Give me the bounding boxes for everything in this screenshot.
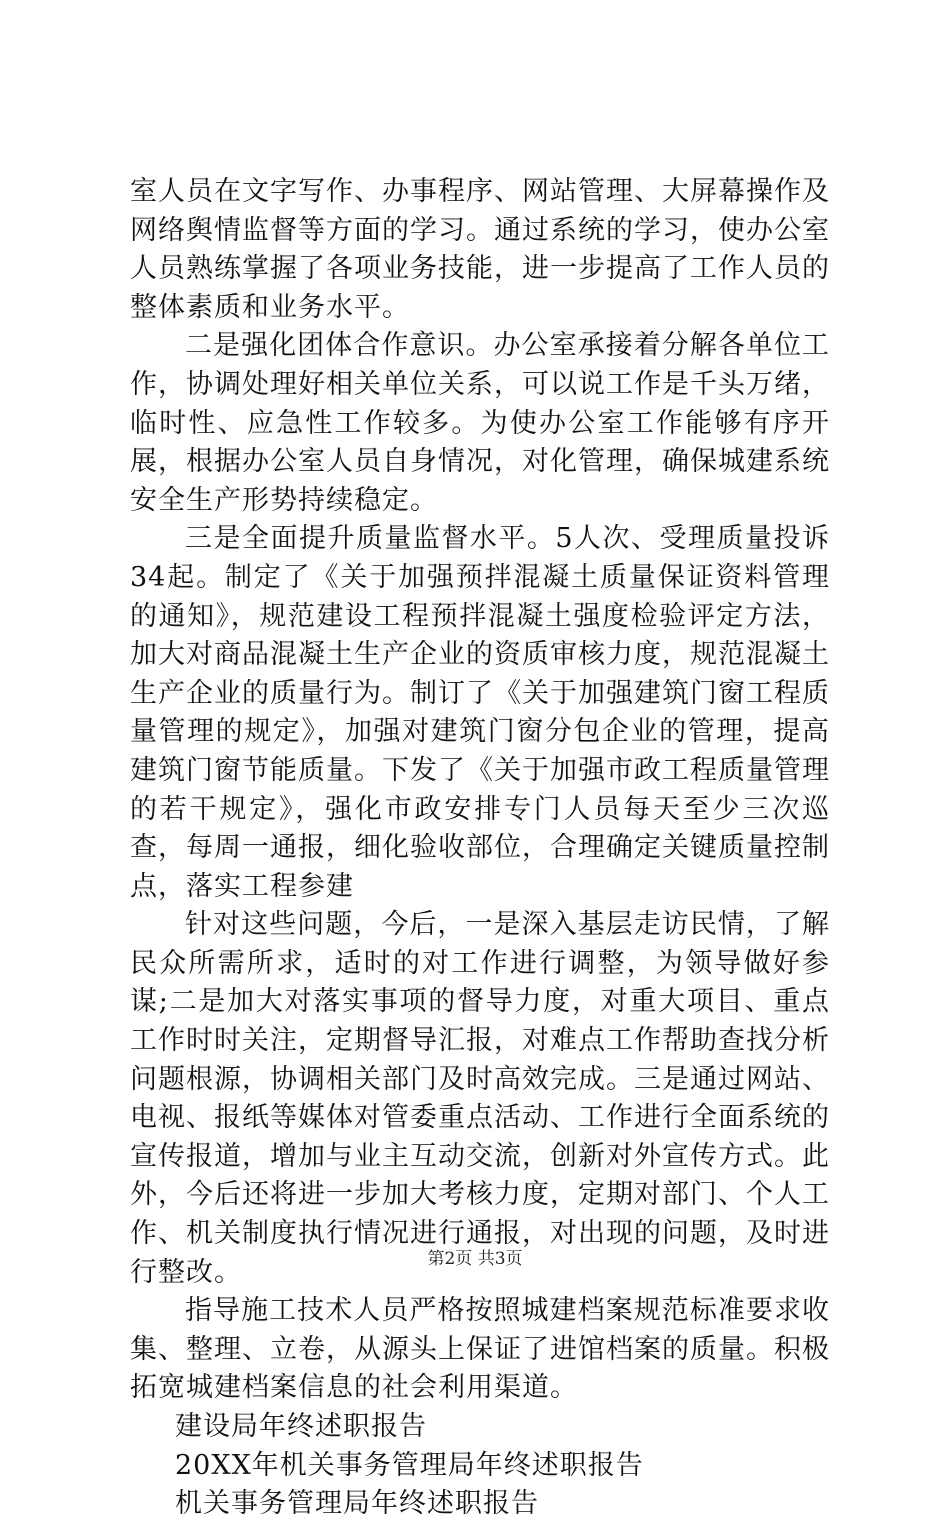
page-number-footer: 第2页 共3页 <box>427 1249 523 1269</box>
paragraph-3: 三是全面提升质量监督水平。5人次、受理质量投诉34起。制定了《关于加强预拌混凝土质量保证资料管理的通知》，规范建设工程预拌混凝土强度检验评定方法，加大对商品混凝土生产企业的资质审核力度，规范混凝土生产企业的质量行为。制订了《关于加强建筑门窗工程质量管理的规定》，加强对建筑门窗分包企业的管理，提高建筑门窗节能质量。下发了《关于加强市政工程质量管理的若干规定》，强化市政安排专门人员每天至少三次巡查，每周一通报，细化验收部位，合理确定关键质量控制点，落实工程参建 <box>130 523 830 902</box>
paragraph-1: 室人员在文字写作、办事程序、网站管理、大屏幕操作及网络舆情监督等方面的学习。通过系统的学习，使办公室人员熟练掌握了各项业务技能，进一步提高了工作人员的整体素质和业务水平。 <box>130 176 830 323</box>
related-title: 机关事务管理局年终述职报告 <box>175 1488 539 1520</box>
document-body <box>130 173 830 1524</box>
related-titles-list <box>130 1408 830 1524</box>
paragraph-2: 二是强化团体合作意识。办公室承接着分解各单位工作，协调处理好相关单位关系，可以说工作是千头万绪，临时性、应急性工作较多。为使办公室工作能够有序开展，根据办公室人员自身情况，对化管理，确保城建系统安全生产形势持续稳定。 <box>130 330 830 516</box>
paragraph-5: 指导施工技术人员严格按照城建档案规范标准要求收集、整理、立卷，从源头上保证了进馆档案的质量。积极拓宽城建档案信息的社会利用渠道。 <box>130 1295 830 1404</box>
related-title: 建设局年终述职报告 <box>175 1411 427 1442</box>
related-title: 20XX年机关事务管理局年终述职报告 <box>175 1449 644 1481</box>
paragraph-4: 针对这些问题，今后，一是深入基层走访民情，了解民众所需所求，适时的对工作进行调整，为领导做好参谋;二是加大对落实事项的督导力度，对重大项目、重点工作时时关注，定期督导汇报，对难点工作帮助查找分析问题根源，协调相关部门及时高效完成。三是通过网站、电视、报纸等媒体对管委重点活动、工作进行全面系统的宣传报道，增加与业主互动交流，创新对外宣传方式。此外，今后还将进一步加大考核力度，定期对部门、个人工作、机关制度执行情况进行通报，对出现的问题，及时进行整改。 <box>130 909 830 1288</box>
